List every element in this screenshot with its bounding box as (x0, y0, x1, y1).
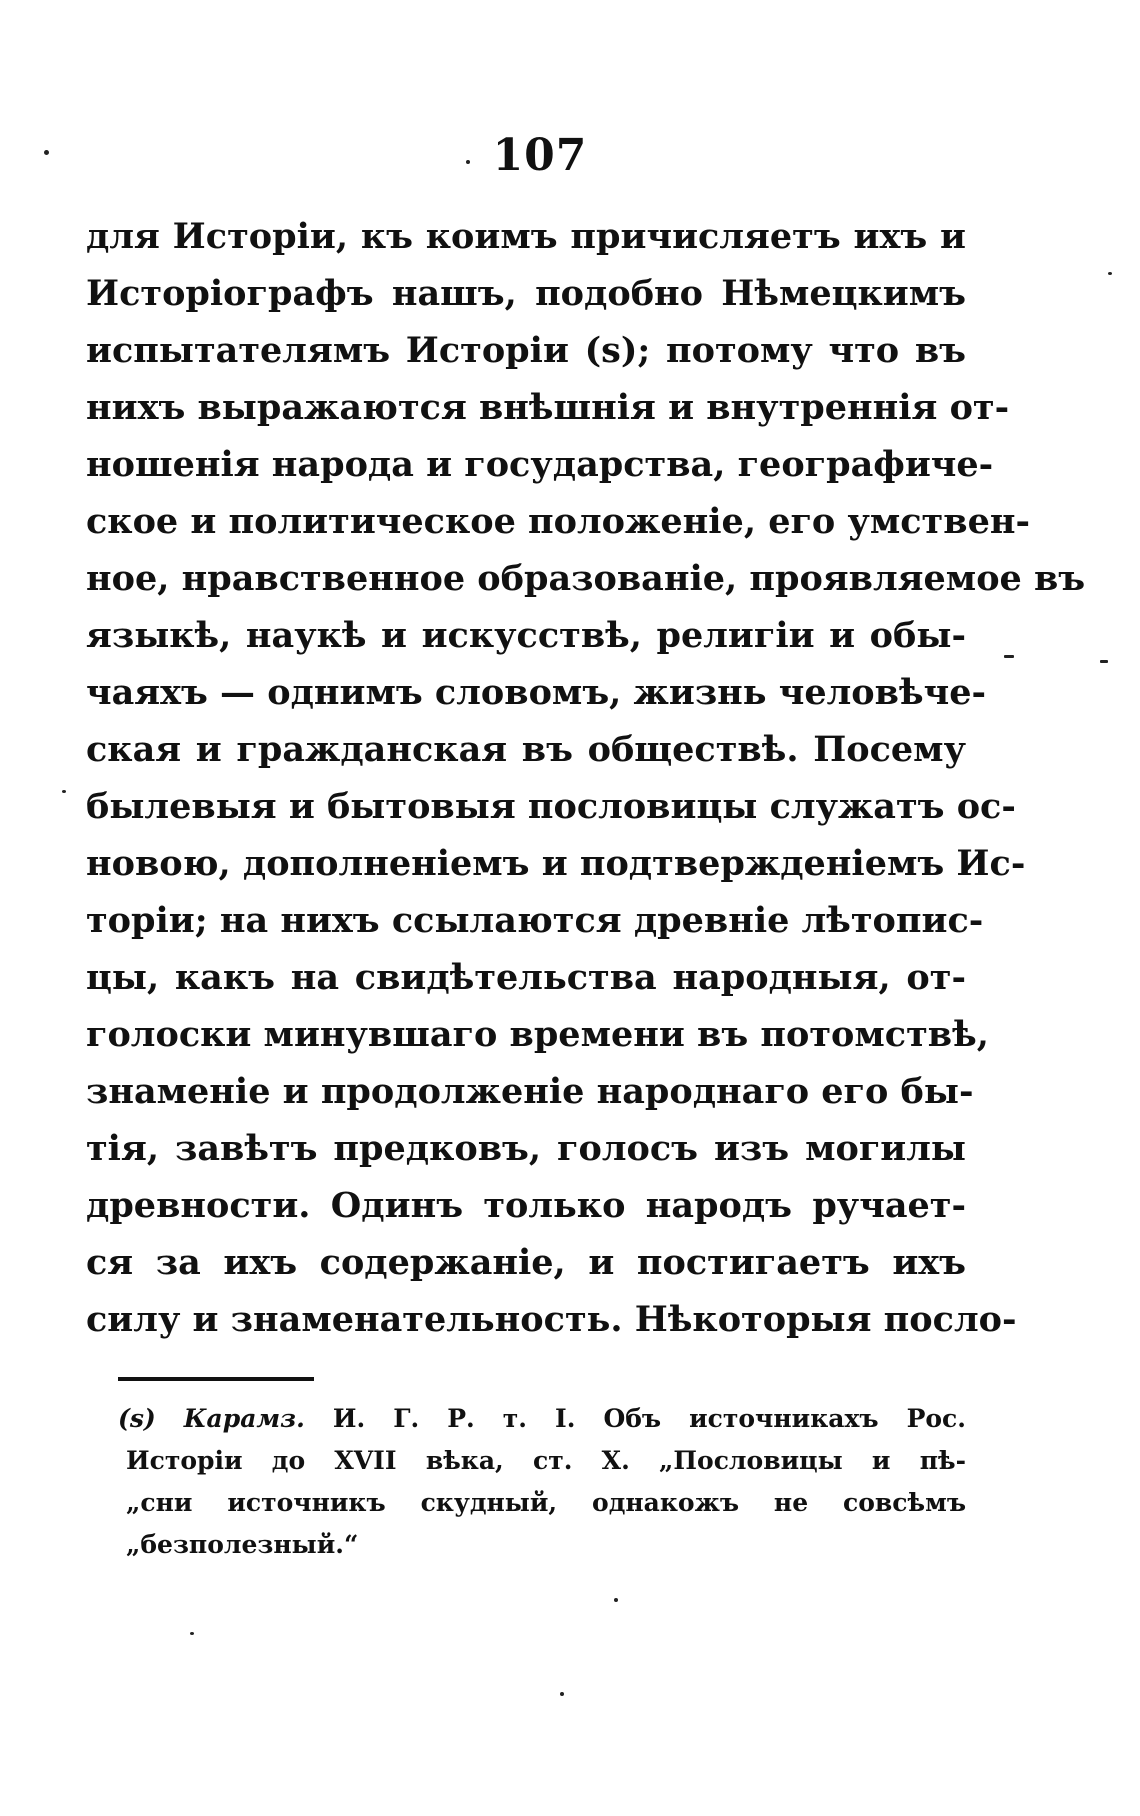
footnote-line: „сни источникъ скудный, однакожъ не совсѣмъ (126, 1488, 966, 1517)
text-line: древности. Одинъ только народъ ручает- (86, 1185, 966, 1226)
text-line: чаяхъ — однимъ словомъ, жизнь человѣче- (86, 672, 986, 713)
text-line: Исторіографъ нашъ, подобно Нѣмецкимъ (86, 273, 966, 314)
scan-speck (1108, 272, 1112, 275)
text-line: силу и знаменательность. Нѣкоторыя посло- (86, 1299, 1017, 1340)
footnote-author: Карамз. (183, 1404, 305, 1433)
text-line: знаменіе и продолженіе народнаго его бы- (86, 1071, 974, 1112)
footnote-text: И. Г. Р. т. I. Объ источникахъ Рос. (332, 1404, 966, 1433)
scan-speck (560, 1692, 564, 1696)
text-line: ское и политическое положеніе, его умствен- (86, 501, 1030, 542)
text-line: ношенія народа и государства, географиче- (86, 444, 994, 485)
text-line: ное, нравственное образованіе, проявляемое въ (86, 558, 1086, 599)
main-text-block (86, 208, 1086, 1348)
scan-speck (466, 160, 470, 164)
scan-speck (614, 1598, 618, 1602)
scan-speck (62, 790, 66, 793)
text-line: нихъ выражаются внѣшнія и внутреннія от- (86, 387, 1010, 428)
text-line: ская и гражданская въ обществѣ. Посему (86, 729, 966, 770)
text-line: цы, какъ на свидѣтельства народныя, от- (86, 957, 966, 998)
scan-speck (1100, 660, 1108, 663)
text-line: ся за ихъ содержаніе, и постигаетъ ихъ (86, 1242, 966, 1283)
text-line: голоски минувшаго времени въ потомствѣ, (86, 1014, 989, 1055)
text-line: былевыя и бытовыя пословицы служатъ ос- (86, 786, 1016, 827)
text-line: для Исторіи, къ коимъ причисляетъ ихъ и (86, 216, 966, 257)
scan-speck (190, 1632, 194, 1635)
text-line: языкѣ, наукѣ и искусствѣ, религіи и обы- (86, 615, 966, 656)
footnote-mark: (s) (118, 1404, 156, 1433)
footnote-line (118, 1398, 966, 1440)
text-line: тія, завѣтъ предковъ, голосъ изъ могилы (86, 1128, 966, 1169)
footnote-line: „безполезный.“ (126, 1530, 359, 1559)
text-line: новою, дополненіемъ и подтвержденіемъ Ис- (86, 843, 1026, 884)
scan-speck (44, 150, 49, 155)
scan-speck (1004, 655, 1014, 658)
text-line: испытателямъ Исторіи (s); потому что въ (86, 330, 966, 371)
text-line: торіи; на нихъ ссылаются древніе лѣтопис- (86, 900, 984, 941)
page-number: 107 (492, 130, 588, 181)
footnote-separator (118, 1377, 314, 1381)
footnote-line: Исторіи до XVII вѣка, ст. X. „Пословицы и пѣ- (126, 1446, 966, 1475)
footnote-block (118, 1398, 966, 1566)
